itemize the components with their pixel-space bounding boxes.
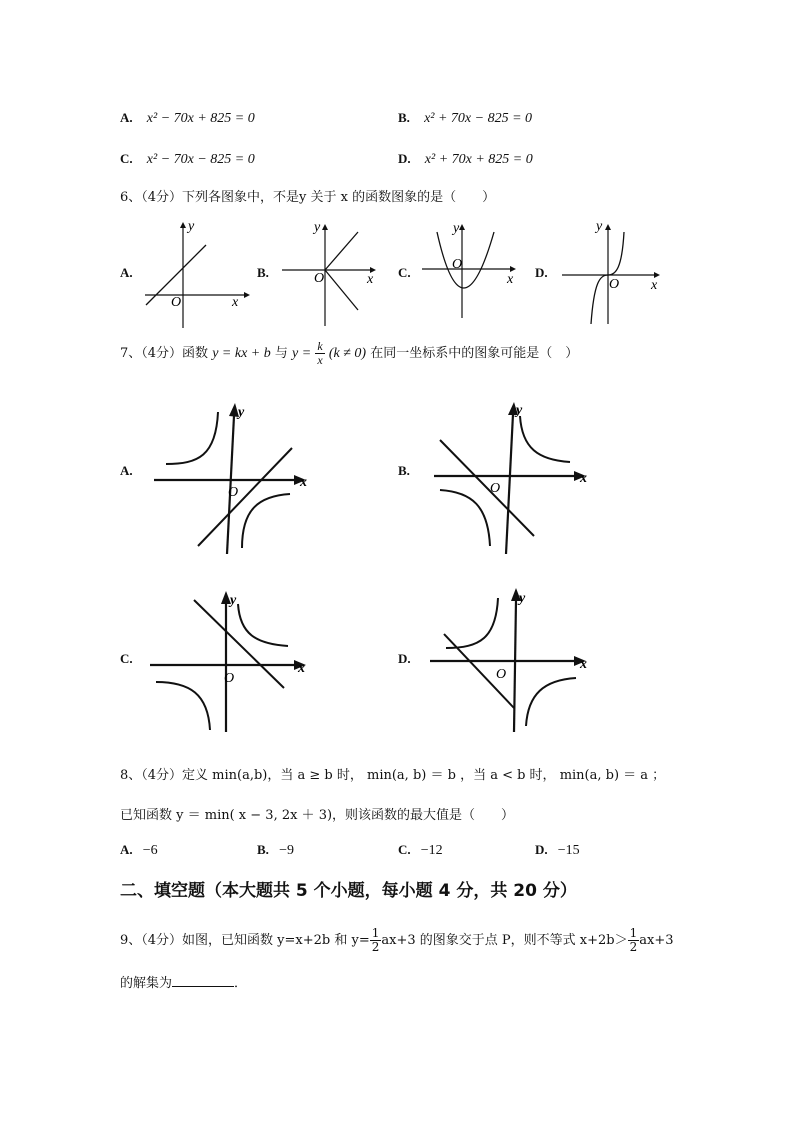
q6-graph-c: [418, 218, 522, 330]
q5-option-b-expr: x² + 70x − 825 = 0: [424, 111, 533, 126]
q7-fraction: $\frac{k}{x}$: [317, 339, 323, 367]
q6-option-c[interactable]: C.: [398, 265, 411, 280]
section-heading: 二、填空题（本大题共 5 个小题，每小题 4 分，共 20 分）: [120, 881, 577, 901]
x-label: x: [232, 295, 239, 310]
q7-graph-a: [150, 398, 320, 558]
q6-graph-d: [558, 218, 668, 330]
q9-stem-line2: 的解集为 ．: [120, 976, 248, 991]
origin-label: O: [224, 671, 235, 686]
hyperbola-branch-q4: [526, 678, 576, 726]
x-label: x: [580, 471, 587, 486]
origin-label: O: [314, 271, 325, 286]
origin-label: O: [452, 257, 463, 272]
q5-option-d-expr: x² + 70x + 825 = 0: [424, 152, 533, 167]
y-label: y: [314, 220, 321, 235]
x-label: x: [367, 272, 374, 287]
q6-graph-a: [140, 218, 250, 330]
y-arrow-icon: [605, 224, 611, 230]
origin-label: O: [228, 485, 239, 500]
q9-stem-line1: 9、（4分）如图，已知函数 y=x+2b 和 y= $\frac{1}{2}$ ax+3 的图象交于点 P，则不等式 x+2b＞ $\frac{1}{2}$ ax+3: [120, 926, 674, 954]
q8-option-b[interactable]: B. −9: [257, 842, 294, 858]
x-label: x: [580, 657, 587, 672]
x-label: x: [651, 278, 658, 293]
x-label: x: [298, 661, 305, 676]
origin-label: O: [171, 295, 182, 310]
q5-option-b[interactable]: B. x² + 70x − 825 = 0: [398, 110, 533, 126]
x-label: x: [507, 272, 514, 287]
q6-option-d[interactable]: D.: [535, 265, 548, 280]
q8-option-c[interactable]: C. −12: [398, 842, 443, 858]
parabola-curve: [437, 232, 494, 288]
q5-option-c-expr: x² − 70x − 825 = 0: [146, 152, 255, 167]
origin-label: O: [490, 481, 501, 496]
hyperbola-branch-q4: [242, 494, 290, 548]
y-arrow-icon: [180, 222, 186, 228]
q9-fraction-1: $\frac{1}{2}$: [371, 926, 380, 954]
y-label: y: [519, 591, 526, 606]
y-label: y: [453, 221, 460, 236]
q7-graph-c: [150, 586, 320, 746]
y-label: y: [596, 219, 603, 234]
x-arrow-icon: [244, 292, 250, 298]
q7-option-c[interactable]: C.: [120, 651, 133, 666]
q9-fraction-2: $\frac{1}{2}$: [629, 926, 638, 954]
q6-option-a[interactable]: A.: [120, 265, 133, 280]
origin-label: O: [609, 277, 620, 292]
q8-option-d[interactable]: D. −15: [535, 842, 580, 858]
q8-stem-line1: 8、（4分）定义 min(a,b)，当 a ≥ b 时， min(a, b) ＝ b ，当 a < b 时， min(a, b) ＝ a ；: [120, 768, 666, 783]
q6-stem: 6、（4分）下列各图象中，不是y 关于 x 的函数图象的是（ ）: [120, 190, 496, 205]
y-arrow-icon: [459, 224, 465, 230]
hyperbola-branch-q3: [156, 682, 210, 730]
hyperbola-branch-q1: [520, 416, 570, 462]
y-axis: [506, 414, 513, 554]
y-label: y: [188, 219, 195, 234]
q7-stem: 7、（4分）函数 y = kx + b 与 y = $\frac{k}{x}$ (k ≠ 0) 在同一坐标系中的图象可能是（ ）: [120, 339, 579, 367]
q5-option-a[interactable]: A. x² − 70x + 825 = 0: [120, 110, 255, 126]
hyperbola-branch-q2: [446, 598, 498, 648]
q5-option-c[interactable]: C. x² − 70x − 825 = 0: [120, 151, 255, 167]
q7-option-a[interactable]: A.: [120, 463, 133, 478]
hyperbola-branch-q3: [440, 490, 490, 546]
linear-function-line: [198, 448, 292, 546]
y-label: y: [516, 403, 523, 418]
q7-func1: y = kx + b: [212, 346, 271, 361]
q8-stem-line2: 已知函数 y ＝ min( x − 3, 2x ＋ 3)，则该函数的最大值是（ ）: [120, 808, 515, 823]
q7-graph-d: [430, 586, 600, 746]
q5-option-a-expr: x² − 70x + 825 = 0: [146, 111, 255, 126]
function-ray-up: [325, 232, 358, 270]
q8-option-a[interactable]: A. −6: [120, 842, 158, 858]
q6-graph-b: [278, 218, 380, 330]
q7-option-d[interactable]: D.: [398, 651, 411, 666]
y-arrow-icon: [322, 224, 328, 230]
y-axis: [514, 600, 516, 732]
y-label: y: [230, 593, 237, 608]
answer-blank[interactable]: [172, 974, 234, 987]
q5-option-d[interactable]: D. x² + 70x + 825 = 0: [398, 151, 533, 167]
q6-option-b[interactable]: B.: [257, 265, 269, 280]
y-label: y: [238, 405, 245, 420]
hyperbola-branch-q1: [238, 604, 288, 646]
hyperbola-branch-q2: [166, 412, 218, 464]
x-label: x: [300, 475, 307, 490]
q7-option-b[interactable]: B.: [398, 463, 410, 478]
origin-label: O: [496, 667, 507, 682]
q7-graph-b: [430, 398, 600, 558]
function-ray-down: [325, 270, 358, 310]
